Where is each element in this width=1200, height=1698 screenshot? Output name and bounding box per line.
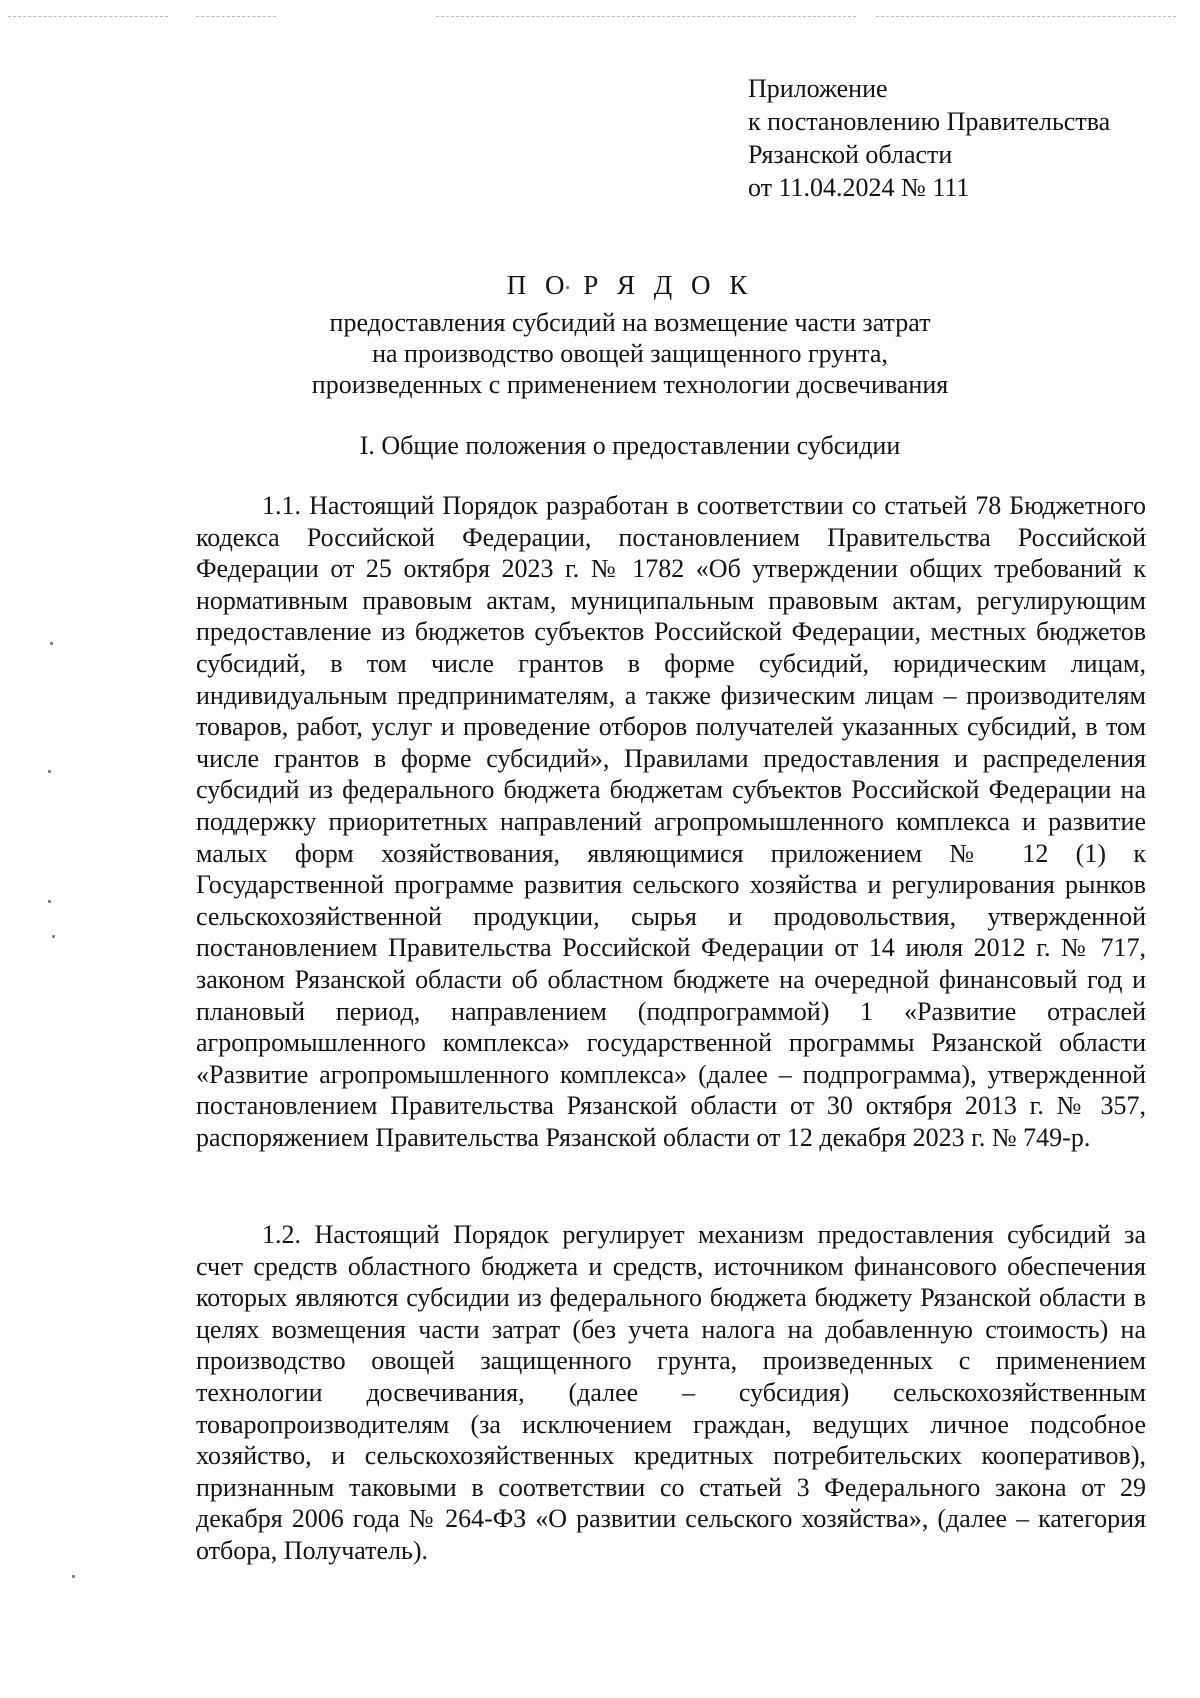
approval-line-appendix: Приложение [748,74,888,103]
approval-line-decree: к постановлению Правительства [748,107,1111,136]
paragraph-1-1: 1.1. Настоящий Порядок разработан в соответствии со статьей 78 Бюджетного кодекса Российской Федерации, постановлением Правительства Российской Федерации от 25 октября 2023 г. № 1782 «Об утверждении общих требований к нормативным правовым актам, муниципальным правовым актам, регулирующим предоставление из бюджетов субъектов Российской Федерации, местных бюджетов субсидий, в том числе грантов в форме субсидий, юридическим лицам, индивидуальным предпринимателям, а также физическим лицам – производителям товаров, работ, услуг и проведение отборов получателей указанных субсидий, в том числе грантов в форме субсидий», Правилами предоставления и распределения субсидий из федерального бюджета бюджетам субъектов Российской Федерации на поддержку приоритетных направлений агропромышленного комплекса и развитие малых форм хозяйствования, являющимися приложением № 12 (1) к Государственной программе развития сельского хозяйства и регулирования рынков сельскохозяйственной продукции, сырья и продовольствия, утвержденной постановлением Правительства Российской Федерации от 14 июля 2012 г. № 717, законом Рязанской области об областном бюджете на очередной финансовый год и плановый период, направлением (подпрограммой) 1 «Развитие отраслей агропромышленного комплекса» государственной программы Рязанской области «Развитие агропромышленного комплекса» (далее – подпрограмма), утвержденной постановлением Правительства Рязанской области от 30 октября 2013 г. № 357, распоряжением Правительства Рязанской области от 12 декабря 2023 г. № 749-р. [196,491,1146,1152]
scan-speck [48,770,51,773]
document-subtitle [0,307,1200,400]
scan-artifact-line [876,16,1176,17]
scan-speck [72,1575,75,1578]
scan-speck [50,642,53,645]
subtitle-line: произведенных с применением технологии досвечивания [311,370,949,399]
document-title: П О Р Я Д О К [506,270,754,300]
scan-artifact-line [196,16,276,17]
scan-speck [52,935,55,938]
subtitle-line: на производство овощей защищенного грунта, [372,339,888,368]
scan-artifact-line [436,16,856,17]
scan-speck [48,900,51,903]
approval-line-date-number: от 11.04.2024 № 111 [748,173,970,202]
approval-block [748,72,1110,204]
subtitle-line: предоставления субсидий на возмещение части затрат [329,308,931,337]
approval-line-region: Рязанской области [748,140,953,169]
scan-artifact-line [8,16,168,17]
paragraph-1-2: 1.2. Настоящий Порядок регулирует механизм предоставления субсидий за счет средств областного бюджета и средств, источником финансового обеспечения которых являются субсидии из федерального бюджета бюджету Рязанской области в целях возмещения части затрат (без учета налога на добавленную стоимость) на производство овощей защищенного грунта, произведенных с применением технологии досвечивания, (далее – субсидия) сельскохозяйственным товаропроизводителям (за исключением граждан, ведущих личное подсобное хозяйство, и сельскохозяйственных кредитных потребительских кооперативов), признанным таковыми в соответствии со статьей 3 Федерального закона от 29 декабря 2006 года № 264-ФЗ «О развитии сельского хозяйства», (далее – категория отбора, Получатель). [196,1220,1146,1565]
section-heading: I. Общие положения о предоставлении субсидии [359,431,901,460]
